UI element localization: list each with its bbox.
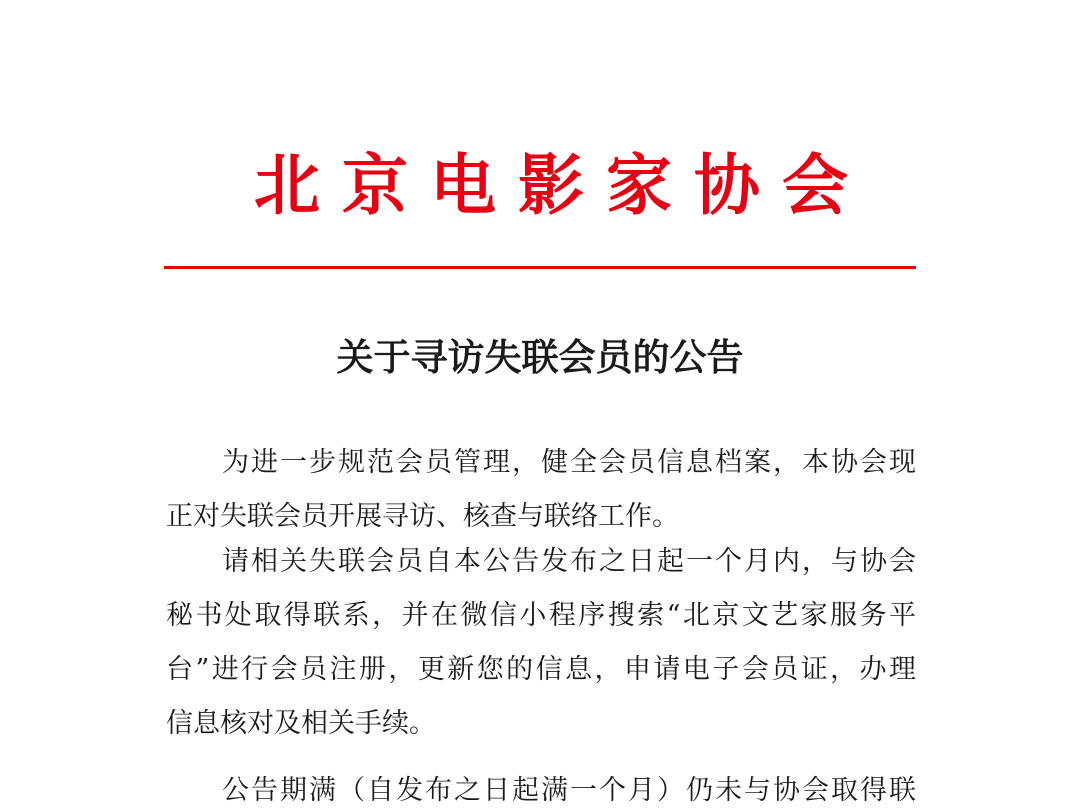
paragraph-line: 请相关失联会员自本公告发布之日起一个月内，与协会 — [222, 546, 916, 577]
notice-paragraph-3 — [166, 764, 916, 810]
notice-title: 关于寻访失联会员的公告 — [336, 335, 744, 379]
paragraph-line: 为进一步规范会员管理，健全会员信息档案，本协会现 — [222, 447, 916, 478]
paragraph-line: 信息核对及相关手续。 — [166, 708, 436, 739]
paragraph-line: 公告期满（自发布之日起满一个月）仍未与协会取得联 — [222, 775, 916, 806]
paragraph-line: 正对失联会员开展寻访、核查与联络工作。 — [166, 501, 679, 532]
notice-paragraph-1 — [166, 436, 916, 544]
letterhead-red-divider — [164, 266, 916, 269]
paragraph-line: 台”进行会员注册，更新您的信息，申请电子会员证，办理 — [166, 654, 916, 685]
paragraph-line: 秘书处取得联系，并在微信小程序搜索“北京文艺家服务平 — [166, 600, 916, 631]
notice-paragraph-2 — [166, 535, 916, 751]
org-letterhead-title: 北京电影家协会 — [254, 146, 870, 224]
